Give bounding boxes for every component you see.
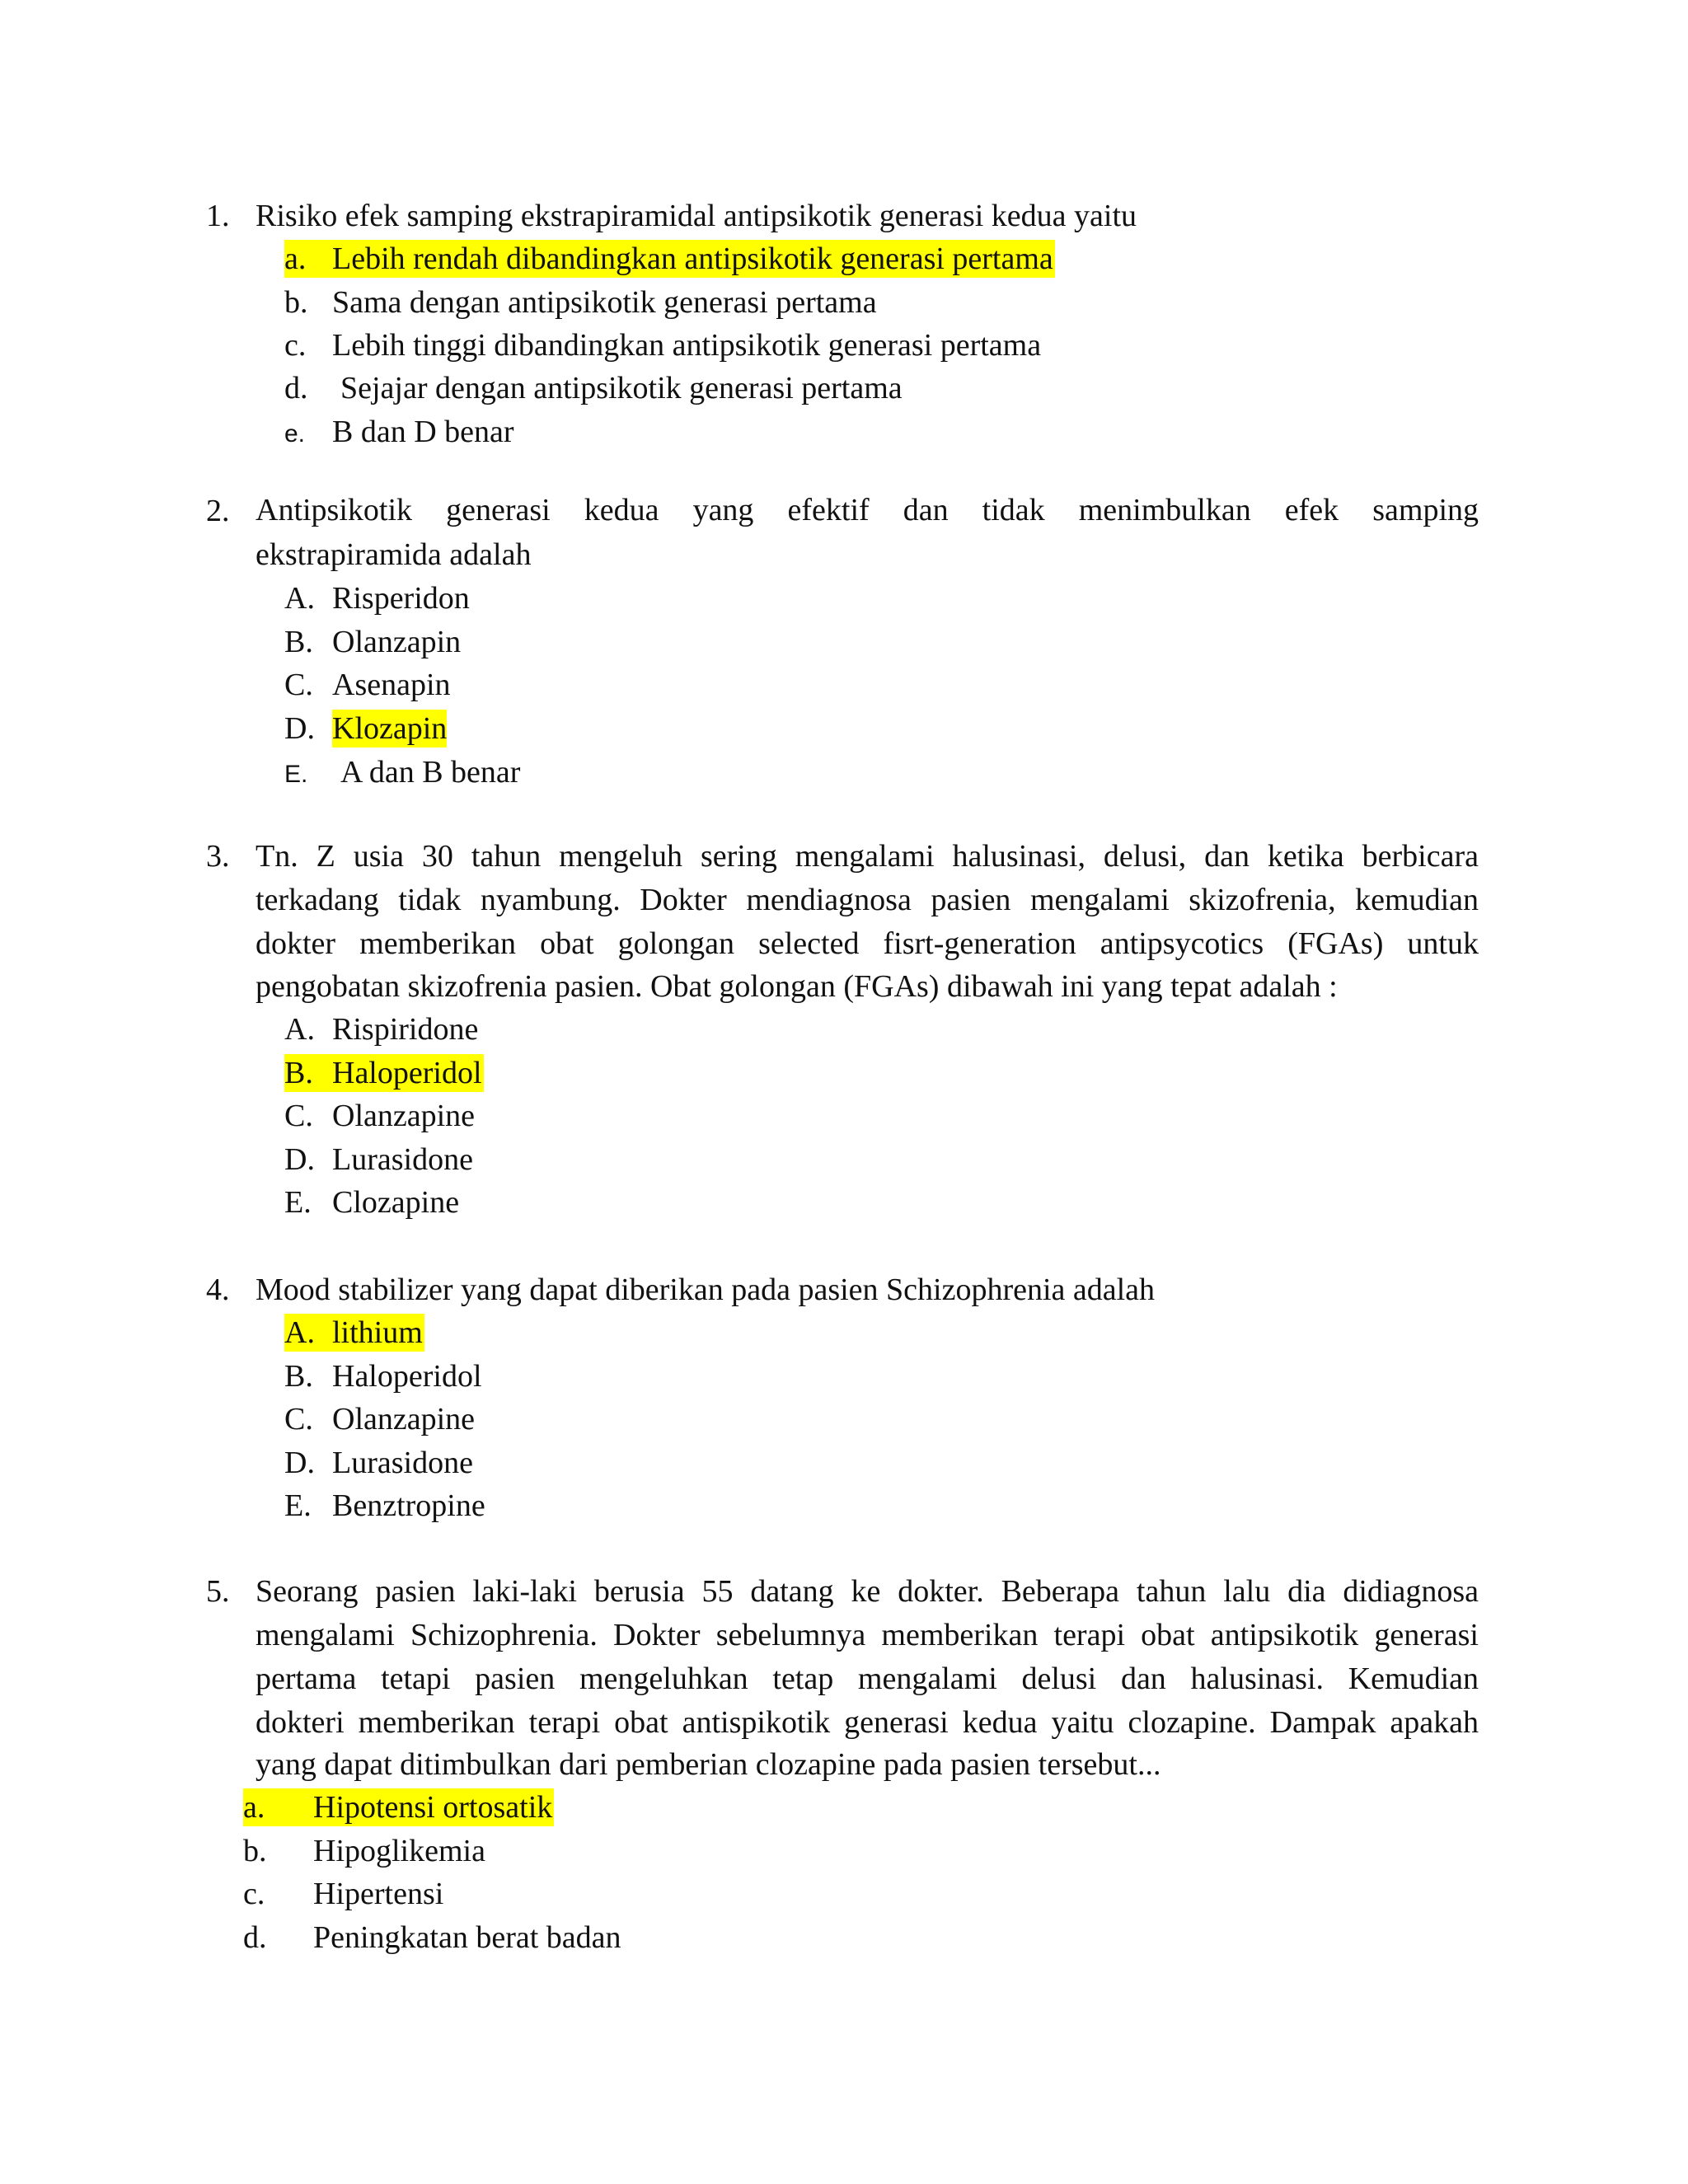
- question-4-option-a: [284, 1314, 424, 1352]
- option-letter: B.: [284, 1359, 313, 1394]
- option-text: Olanzapine: [332, 1402, 476, 1436]
- option-letter: a.: [284, 241, 307, 276]
- option-letter: C.: [284, 668, 313, 702]
- question-1-option-d: [284, 369, 903, 407]
- question-5-option-b: [243, 1832, 485, 1870]
- question-2-option-b: [284, 623, 461, 661]
- question-2-number: 2.: [206, 494, 230, 528]
- question-1-option-e: [284, 413, 514, 453]
- option-text: Hipotensi ortosatik: [313, 1790, 553, 1825]
- question-4-text: Mood stabilizer yang dapat diberikan pada pasien Schizophrenia adalah: [256, 1272, 1156, 1307]
- option-letter: B.: [284, 625, 313, 659]
- option-text: Haloperidol: [332, 1359, 482, 1394]
- option-text: Clozapine: [332, 1185, 460, 1220]
- question-3-text-line4: pengobatan skizofrenia pasien. Obat golongan (FGAs) dibawah ini yang tepat adalah :: [256, 969, 1338, 1004]
- question-2-text-line2: ekstrapiramida adalah: [256, 537, 532, 572]
- question-2-option-d: [284, 710, 447, 748]
- option-letter: b.: [284, 285, 308, 320]
- option-text: Lebih tinggi dibandingkan antipsikotik generasi pertama: [332, 328, 1042, 363]
- option-text: Peningkatan berat badan: [313, 1920, 621, 1955]
- question-3-option-d: [284, 1141, 473, 1179]
- option-letter: C.: [284, 1402, 313, 1436]
- option-letter: A.: [284, 1012, 315, 1047]
- question-3-text-line1: Tn. Z usia 30 tahun mengeluh sering mengalami halusinasi, delusi, dan ketika berbicara: [256, 839, 1479, 874]
- question-2-option-c: [284, 666, 451, 704]
- option-text: B dan D benar: [332, 415, 514, 449]
- question-1-text: Risiko efek samping ekstrapiramidal antipsikotik generasi kedua yaitu: [256, 199, 1137, 233]
- option-text: Haloperidol: [332, 1056, 482, 1090]
- option-letter: E.: [284, 761, 308, 788]
- question-4-option-c: [284, 1400, 475, 1438]
- question-3-text-line2: terkadang tidak nyambung. Dokter mendiagnosa pasien mengalami skizofrenia, kemudian: [256, 883, 1479, 917]
- question-5-text-line3: pertama tetapi pasien mengeluhkan tetap mengalami delusi dan halusinasi. Kemudian: [256, 1661, 1479, 1696]
- question-2-option-a: [284, 579, 470, 617]
- option-letter: b.: [243, 1834, 267, 1868]
- question-3-option-a: [284, 1010, 478, 1048]
- question-1-number: 1.: [206, 199, 230, 233]
- question-2-option-e: [284, 753, 520, 794]
- option-text: Benztropine: [332, 1488, 485, 1523]
- question-4-option-b: [284, 1357, 482, 1395]
- question-5-text-line1: Seorang pasien laki-laki berusia 55 datang ke dokter. Beberapa tahun lalu dia didiagnosa: [256, 1574, 1479, 1609]
- option-letter: E.: [284, 1488, 312, 1523]
- question-4-number: 4.: [206, 1272, 230, 1307]
- question-1-option-c: [284, 326, 1041, 364]
- option-letter: D.: [284, 1142, 315, 1177]
- question-5-text-line4: dokteri memberikan terapi obat antispikotik generasi kedua yaitu clozapine. Dampak apakah: [256, 1705, 1479, 1740]
- question-3-option-b: [284, 1054, 484, 1092]
- option-letter: a.: [243, 1790, 265, 1825]
- question-3-option-e: [284, 1183, 459, 1221]
- option-text: Lebih rendah dibandingkan antipsikotik generasi pertama: [332, 241, 1053, 276]
- option-text: Hipoglikemia: [313, 1834, 485, 1868]
- option-letter: c.: [284, 328, 307, 363]
- option-letter: D.: [284, 1446, 315, 1480]
- option-letter: D.: [284, 711, 315, 746]
- option-letter: A.: [284, 1315, 315, 1350]
- question-3-option-c: [284, 1097, 475, 1135]
- option-text: Risperidon: [332, 581, 470, 616]
- option-text: Hipertensi: [313, 1877, 444, 1911]
- option-letter: A.: [284, 581, 315, 616]
- question-3-text-line3: dokter memberikan obat golongan selected fisrt-generation antipsycotics (FGAs) untuk: [256, 926, 1479, 961]
- option-letter: c.: [243, 1877, 265, 1911]
- question-5-option-d: [243, 1919, 621, 1957]
- option-text: lithium: [332, 1315, 423, 1350]
- option-text: Lurasidone: [332, 1142, 473, 1177]
- option-text: Lurasidone: [332, 1446, 473, 1480]
- option-text: Rispiridone: [332, 1012, 479, 1047]
- question-1-option-a: [284, 240, 1055, 278]
- question-5-number: 5.: [206, 1574, 230, 1609]
- option-letter: d.: [243, 1920, 267, 1955]
- option-text: Asenapin: [332, 668, 451, 702]
- option-text: Sama dengan antipsikotik generasi pertama: [332, 285, 877, 320]
- question-3-number: 3.: [206, 839, 230, 874]
- option-letter: e.: [284, 420, 306, 448]
- question-5-text-line5: yang dapat ditimbulkan dari pemberian clozapine pada pasien tersebut...: [256, 1747, 1161, 1782]
- option-letter: B.: [284, 1056, 313, 1090]
- option-letter: d.: [284, 371, 308, 405]
- option-text: A dan B benar: [340, 755, 521, 790]
- question-4-option-d: [284, 1444, 473, 1482]
- option-text: Olanzapine: [332, 1099, 476, 1133]
- option-text: Klozapin: [332, 711, 448, 746]
- question-5-text-line2: mengalami Schizophrenia. Dokter sebelumnya memberikan terapi obat antipsikotik generasi: [256, 1618, 1479, 1652]
- option-text: Olanzapin: [332, 625, 462, 659]
- question-5-option-a: [243, 1788, 554, 1826]
- option-letter: E.: [284, 1185, 312, 1220]
- option-letter: C.: [284, 1099, 313, 1133]
- question-5-option-c: [243, 1875, 443, 1913]
- option-text: Sejajar dengan antipsikotik generasi pertama: [340, 371, 903, 405]
- question-4-option-e: [284, 1487, 485, 1525]
- question-1-option-b: [284, 284, 877, 321]
- question-2-text-line1: Antipsikotik generasi kedua yang efektif dan tidak menimbulkan efek samping: [256, 493, 1479, 527]
